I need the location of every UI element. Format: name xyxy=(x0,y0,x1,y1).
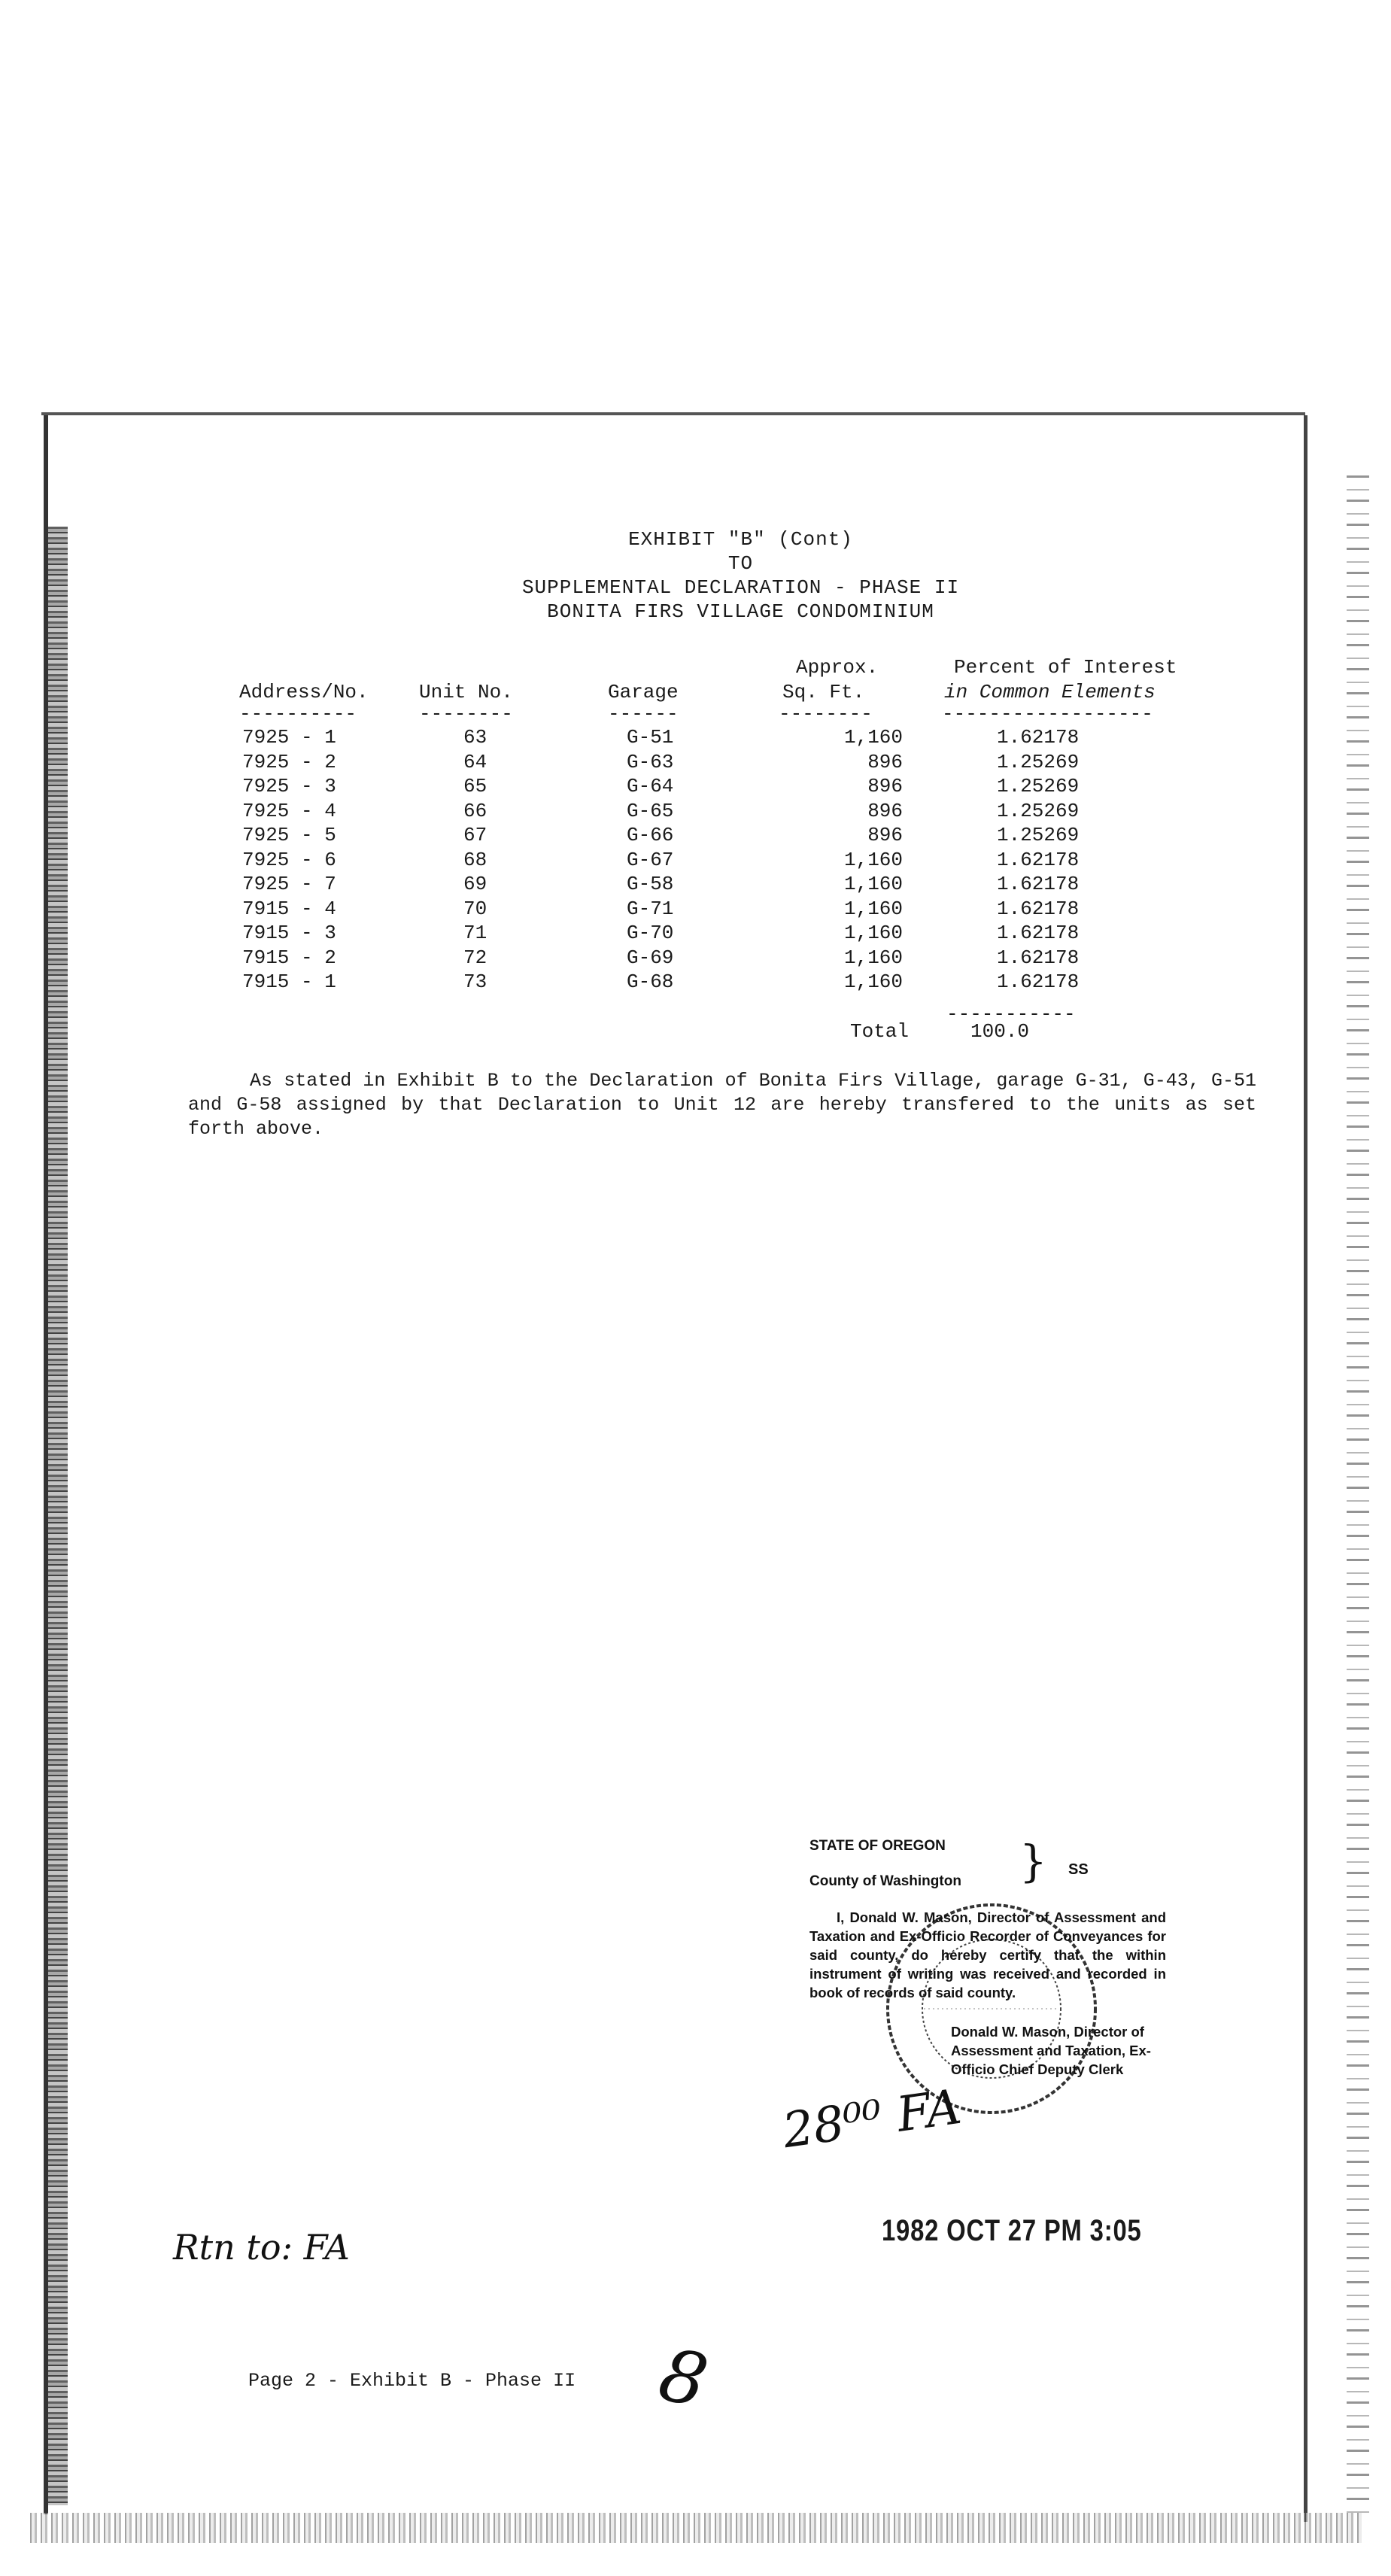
cell-sqft: 1,160 xyxy=(843,897,903,920)
cell-garage: G-70 xyxy=(627,922,674,944)
handwritten-fee: 28⁰⁰ FA xyxy=(779,2079,965,2160)
cell-unit: 73 xyxy=(463,971,487,993)
cell-sqft: 1,160 xyxy=(843,873,903,895)
condominium-name: BONITA FIRS VILLAGE CONDOMINIUM xyxy=(547,600,934,623)
cell-address: 7925 - 4 xyxy=(242,799,336,822)
cell-unit: 67 xyxy=(463,824,487,846)
scan-edge-bottom xyxy=(30,2513,1362,2543)
cell-address: 7925 - 6 xyxy=(242,848,336,871)
paragraph-text: As stated in Exhibit B to the Declaration of Bonita Firs Village, garage G-31, G-43, G-51 and G-58 assigned by that Declaration to Unit 12 are hereby transfered to the units as set forth above. xyxy=(188,1070,1256,1140)
cell-address: 7925 - 5 xyxy=(242,824,336,846)
certificate-ss: SS xyxy=(1068,1861,1089,1878)
cell-sqft: 1,160 xyxy=(843,922,903,944)
table-row xyxy=(0,873,1391,897)
cell-sqft: 1,160 xyxy=(843,726,903,749)
certificate-body-text: I, Donald W. Mason, Director of Assessment and Taxation and Ex-Officio Recorder of Conveyances for said county, do hereby certify that the within instrument of writing was received and recorded in book of records of said county. xyxy=(809,1909,1166,2000)
cell-garage: G-69 xyxy=(627,946,674,969)
cell-unit: 72 xyxy=(463,946,487,969)
certificate-county: County of Washington xyxy=(809,1873,961,1889)
cell-garage: G-58 xyxy=(627,873,674,895)
table-row xyxy=(0,922,1391,946)
header-rule-sqft: -------- xyxy=(779,703,873,725)
table-row xyxy=(0,824,1391,848)
cell-sqft: 1,160 xyxy=(843,848,903,871)
exhibit-title: EXHIBIT "B" (Cont) xyxy=(628,528,853,551)
certificate-body xyxy=(809,1908,1166,2002)
handwritten-return-to: Rtn to: FA xyxy=(173,2227,350,2268)
cell-garage: G-63 xyxy=(627,750,674,773)
cell-address: 7915 - 3 xyxy=(242,922,336,944)
total-rule: ----------- xyxy=(946,1003,1076,1025)
cell-percent: 1.25269 xyxy=(997,750,1080,773)
page-footer: Page 2 - Exhibit B - Phase II xyxy=(248,2370,576,2392)
total-label: Total xyxy=(850,1020,910,1043)
table-row xyxy=(0,775,1391,799)
cell-unit: 66 xyxy=(463,799,487,822)
cell-sqft: 896 xyxy=(867,775,903,797)
cell-garage: G-66 xyxy=(627,824,674,846)
table-row xyxy=(0,751,1391,775)
cell-address: 7915 - 4 xyxy=(242,897,336,920)
table-row xyxy=(0,946,1391,971)
cell-percent: 1.25269 xyxy=(997,775,1080,797)
certificate-brace: } xyxy=(1019,1836,1047,1887)
page-frame-top xyxy=(41,412,1305,415)
cell-sqft: 1,160 xyxy=(843,946,903,969)
cell-sqft: 1,160 xyxy=(843,971,903,993)
handwritten-page-mark: 8 xyxy=(652,2331,715,2425)
declaration-title: SUPPLEMENTAL DECLARATION - PHASE II xyxy=(521,576,960,599)
cell-percent: 1.62178 xyxy=(997,726,1080,749)
cell-unit: 65 xyxy=(463,775,487,797)
recorded-date-stamp: 1982 OCT 27 PM 3:05 xyxy=(882,2214,1142,2247)
cell-unit: 71 xyxy=(463,922,487,944)
header-garage: Garage xyxy=(608,681,679,703)
cell-percent: 1.62178 xyxy=(997,873,1080,895)
cell-percent: 1.62178 xyxy=(997,922,1080,944)
table-row xyxy=(0,726,1391,750)
cell-garage: G-51 xyxy=(627,726,674,749)
exhibit-to: TO xyxy=(727,552,754,575)
cell-address: 7925 - 7 xyxy=(242,873,336,895)
cell-percent: 1.25269 xyxy=(997,799,1080,822)
header-rule-percent: ------------------ xyxy=(942,703,1153,725)
cell-unit: 63 xyxy=(463,726,487,749)
header-rule-garage: ------ xyxy=(608,703,679,725)
cell-address: 7915 - 2 xyxy=(242,946,336,969)
header-unit: Unit No. xyxy=(419,681,513,703)
cell-garage: G-71 xyxy=(627,897,674,920)
cell-garage: G-65 xyxy=(627,799,674,822)
cell-address: 7925 - 1 xyxy=(242,726,336,749)
cell-unit: 64 xyxy=(463,750,487,773)
cell-garage: G-67 xyxy=(627,848,674,871)
certificate-state: STATE OF OREGON xyxy=(809,1838,946,1854)
cell-unit: 69 xyxy=(463,873,487,895)
cell-address: 7915 - 1 xyxy=(242,971,336,993)
cell-garage: G-64 xyxy=(627,775,674,797)
cell-percent: 1.62178 xyxy=(997,848,1080,871)
cell-address: 7925 - 2 xyxy=(242,750,336,773)
header-address: Address/No. xyxy=(239,681,369,703)
cell-sqft: 896 xyxy=(867,799,903,822)
cell-sqft: 896 xyxy=(867,750,903,773)
total-value: 100.0 xyxy=(970,1020,1030,1043)
header-rule-unit: -------- xyxy=(419,703,513,725)
header-sqft-line2: Sq. Ft. xyxy=(782,681,865,703)
cell-garage: G-68 xyxy=(627,971,674,993)
header-sqft-line1: Approx. xyxy=(796,656,879,679)
cell-percent: 1.62178 xyxy=(997,971,1080,993)
certificate-signature: Donald W. Mason, Director of Assessment and Taxation, Ex-Officio Chief Deputy Clerk xyxy=(951,2024,1151,2077)
cell-percent: 1.62178 xyxy=(997,897,1080,920)
cell-percent: 1.25269 xyxy=(997,824,1080,846)
cell-sqft: 896 xyxy=(867,824,903,846)
header-percent-line2: in Common Elements xyxy=(944,681,1156,703)
cell-percent: 1.62178 xyxy=(997,946,1080,969)
garage-transfer-paragraph xyxy=(188,1069,1256,1141)
table-row xyxy=(0,849,1391,873)
cell-address: 7925 - 3 xyxy=(242,775,336,797)
table-row xyxy=(0,898,1391,922)
header-percent-line1: Percent of Interest xyxy=(954,656,1177,679)
cell-unit: 68 xyxy=(463,848,487,871)
table-row xyxy=(0,971,1391,995)
header-rule-address: ---------- xyxy=(239,703,357,725)
table-row xyxy=(0,800,1391,824)
cell-unit: 70 xyxy=(463,897,487,920)
